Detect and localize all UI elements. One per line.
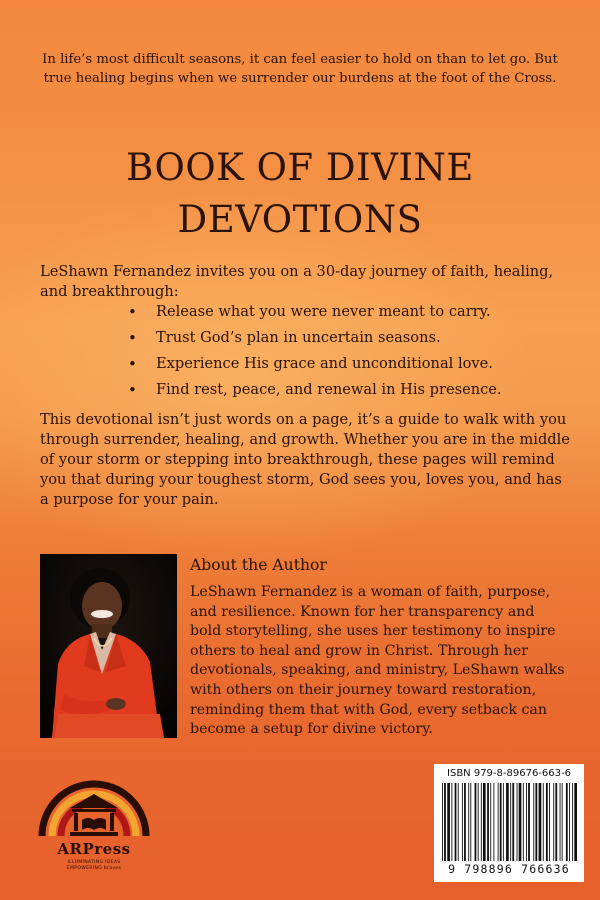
publisher-tagline-2: EMPOWERING braves (66, 866, 122, 871)
book-title (0, 142, 600, 246)
intro-text: In life’s most difficult seasons, it can feel easier to hold on than to let go. But true healing begins when we surrender our burdens at the foot of the Cross. (42, 52, 558, 86)
description-paragraph: This devotional isn’t just words on a page, it’s a guide to walk with you through surrender, healing, and growth. Whether you are in the middle of your storm or stepping into breakthrough, these pages will remind you that during your toughest storm, God sees you, loves you, and has a purpose for your pain. (40, 411, 570, 508)
author-portrait-image (40, 554, 177, 738)
benefit-item: • Release what you were never meant to carry. (128, 302, 568, 322)
benefit-item: • Trust God’s plan in uncertain seasons. (128, 328, 568, 348)
about-heading: About the Author (190, 556, 327, 574)
publisher-emblem-icon (36, 766, 152, 842)
publisher-tagline-1: ILLUMINATING IDEAS (67, 860, 121, 865)
barcode-number: 9 798896 766636 (448, 862, 570, 876)
author-photo (40, 554, 177, 738)
title-line-1: BOOK OF DIVINE (126, 146, 474, 189)
benefit-item: • Experience His grace and unconditional love. (128, 354, 568, 374)
isbn-label: ISBN 979-8-89676-663-6 (447, 768, 571, 779)
publisher-logo (36, 766, 152, 888)
benefit-list (128, 302, 568, 406)
benefit-item: • Find rest, peace, and renewal in His presence. (128, 380, 568, 400)
lead-paragraph: LeShawn Fernandez invites you on a 30-day journey of faith, healing, and breakthrough: (40, 263, 554, 300)
title-line-2: DEVOTIONS (177, 198, 423, 241)
barcode-panel (434, 764, 584, 882)
barcode-bars (440, 783, 578, 861)
publisher-name: ARPress (57, 840, 131, 858)
publisher-tagline (36, 860, 152, 872)
about-text: LeShawn Fernandez is a woman of faith, purpose, and resilience. Known for her transparency and bold storytelling, she uses her testimony to inspire others to heal and grow in Christ. Through her devotionals, speaking, and ministry, LeShawn walks with others on their journey toward restoration, reminding them that with God, every setback can become a setup for divine victory. (190, 584, 565, 738)
